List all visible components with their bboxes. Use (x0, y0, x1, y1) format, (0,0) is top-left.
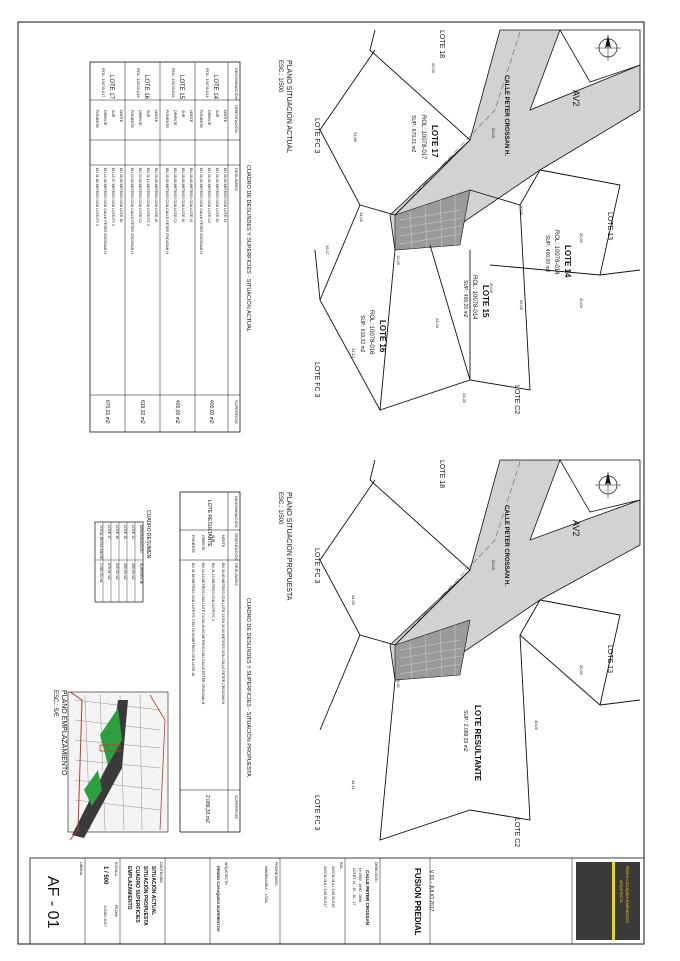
architect-stamp (576, 862, 640, 940)
resumen-cell: 619,32 m2 (115, 563, 119, 580)
dim-label: 9,00 (396, 680, 401, 688)
dim-label: 20,00 (491, 560, 496, 571)
row-deslinde: EN 44,11 METROS CON LOTE C2 EN 40,00 METROS CON CALLE PETER CROSSAN H. (201, 563, 205, 706)
table-headers (234, 68, 239, 424)
dim-label: 44,00 (351, 595, 356, 606)
dim-label: 44,11 (351, 780, 356, 790)
lot14-name: LOTE 14 (563, 245, 572, 278)
row-name: LOTE 15 (178, 75, 184, 100)
row-surface: 670,01 m2 (104, 400, 110, 424)
sheet-label: LÁMINA (79, 862, 83, 876)
plan-actual-scale: ESC.: 1/500 (277, 60, 283, 93)
architect-text: PEDRO CAYUQUEO BARRIENTOS (216, 866, 221, 932)
table-header: DENOMINACIÓN (234, 496, 239, 528)
row-deslinde: EN 20,00 METROS CON LOTE 14 (189, 168, 193, 223)
lot15-sup: SUP.: 400,00 m2 (462, 280, 468, 318)
project-title: FUSION PREDIAL (413, 868, 422, 936)
row-deslinde: EN 20,00 METROS CON LOTE 15 (215, 168, 219, 223)
row-orient: SUR (146, 110, 150, 118)
table-header: SUPERFICIE (139, 563, 143, 585)
date-text: JUNIO 2017 (103, 905, 108, 928)
row-deslinde: EN 20,00 METROS CON CALLE PETER CROSSAN H. (165, 168, 169, 255)
date-label: FECHA (114, 905, 118, 917)
contents-line: CUADRO SUPERFICIES (134, 866, 140, 923)
contents-label: CONTENIDO (159, 862, 163, 883)
street-label: CALLE PETER CROSSAN H. (503, 75, 509, 157)
row-deslinde: EN 20,00 METROS CON LOTE 15 (154, 168, 158, 223)
address-line: CALLE PETER CROSSAN (365, 870, 370, 926)
title-block (30, 858, 644, 944)
address-label: DIRECCIÓN (374, 862, 378, 882)
owner-label: PROPIETARIO (274, 862, 278, 886)
dim-label: 26,00 (519, 300, 524, 311)
dim-label: 24,00 (462, 393, 467, 404)
dim-label: 20,00 (579, 298, 584, 309)
fc3-bottom-label: LOTE FC 3 (313, 795, 320, 831)
dim-label: 20,00 (579, 233, 584, 244)
row-orient: PONIENTE (95, 110, 99, 128)
fc3-top-label: LOTE FC 3 (313, 548, 320, 584)
table-headers (234, 496, 239, 819)
row-surface: 619,32 m2 (139, 400, 145, 424)
lot14-sup: SUP.: 400,00 m2 (544, 235, 550, 273)
rol-label: ROL (339, 862, 343, 870)
dim-label: 24,00 (435, 318, 440, 329)
row-orient: NORTE (223, 110, 227, 123)
dim-label: 20,00 (491, 128, 496, 139)
dim-label: 20,00 (489, 283, 494, 294)
table-resumen (95, 510, 151, 602)
scale-label: ESCALA (114, 862, 118, 876)
row-rol: ROL: 10078-016 (136, 68, 141, 98)
dim-label: 20,00 (519, 205, 524, 216)
lot16-rol: ROL: 10078-016 (368, 310, 374, 355)
emplazamiento-scale: ESC.: S/E (52, 690, 58, 718)
emplazamiento (52, 690, 168, 840)
lot-boundaries (320, 460, 640, 840)
architect-label: ARQUITECTO (224, 862, 228, 885)
lot-resultante-name: LOTE RESULTANTE (473, 705, 482, 782)
plan-actual (313, 30, 640, 414)
table-rows (191, 535, 225, 705)
resumen-rows (99, 525, 144, 585)
row-rol: ROL: 10078-017 (101, 68, 106, 98)
row-name: LOTE 17 (108, 75, 114, 100)
row-name: LOTE 16 (143, 75, 149, 100)
sheet-number: AF - 01 (44, 876, 61, 929)
table-grid (90, 62, 240, 432)
title-block-frame (30, 858, 644, 944)
c2-label: LOTE C2 (513, 385, 520, 415)
table-actual-title: CUADRO DE DESLINDES Y SUPERFICIES - SITUACIÓN ACTUAL (245, 165, 251, 332)
row-deslinde: EN 20,00 METROS CON LOTE C2 (173, 168, 177, 223)
row-deslinde: EN 20,00 METROS CON CALLE PETER CROSSAN H. (199, 168, 203, 255)
row-orient: NORTE (119, 110, 123, 123)
row-surface: 2.089,33 m2 (204, 795, 210, 823)
emplazamiento-title: PLANO EMPLAZAMIENTO (60, 690, 67, 776)
table-header: SUPERFICIE (234, 795, 239, 820)
row-deslinde: EN 31,86 METROS CON LOTE FC 3 EN 20,00 METROS CON LOTE 18 (191, 563, 195, 677)
plan-propuesta-scale: ESC.: 1/500 (277, 492, 283, 525)
resumen-cell: 400,00 m2 (131, 563, 135, 580)
row-deslinde: EN 20,00 METROS CON LOTE 16 (181, 168, 185, 223)
table-frame (90, 62, 240, 432)
plan-propuesta (313, 460, 640, 847)
contents-line: EMPLAZAMIENTO (126, 866, 132, 910)
plan-propuesta-title: PLANO SITUACIÓN PROPUESTA (285, 492, 292, 601)
table-header: DESLINDES (234, 563, 239, 586)
av2-label: AV2 (571, 520, 581, 537)
row-deslinde: EN 12,00 METROS CON CALLE PETER CROSSAN H. (103, 168, 107, 255)
lot14-rol: ROL: 10078-014 (553, 230, 559, 275)
resumen-cell: 670,01 m2 (107, 563, 111, 580)
dim-label: 31,12 (351, 348, 356, 359)
resumen-title: CUADRO RESUMEN (145, 510, 151, 559)
street-label: CALLE PETER CROSSAN H. (503, 505, 509, 587)
rol-line: 10078-016 / 10078-017 (323, 866, 328, 908)
stamp-line: PEDRO CAYUQUEO BARRIENTOS (625, 866, 629, 923)
row-orient: PONIENTE (165, 110, 169, 128)
version-text: V 01 - JULIO 2017 (428, 870, 434, 912)
row-orient: ORIENTE (138, 110, 142, 126)
table-header: ORIENTACIÓN (234, 533, 239, 561)
row-deslinde: EN 20,00 METROS CON LOTE 13 (223, 168, 227, 223)
lot15-name: LOTE 15 (481, 285, 490, 318)
row-orient: SUR (211, 535, 215, 543)
row-deslinde: EN 20,00 METROS CON LOTE 18 (119, 168, 123, 223)
lot16-sup: SUP.: 619,32 m2 (359, 315, 365, 353)
lot15-rol: ROL: 10078-014 (471, 275, 477, 320)
plan-actual-title: PLANO SITUACIÓN ACTUAL (285, 60, 292, 153)
row-deslinde: EN 19,37 METROS CON LOTE FC 3 (111, 168, 115, 226)
row-orient: ORIENTE (201, 535, 205, 551)
row-deslinde: EN 24,00 METROS CON LOTE C2 (138, 168, 142, 223)
table-rows (95, 68, 227, 424)
table-header: DESLINDES (234, 168, 239, 191)
lote13-label: LOTE 13 (606, 212, 613, 241)
row-surface: 400,00 m2 (208, 400, 214, 424)
row-deslinde: EN 31,86 METROS CON LOTE FC 3 (95, 168, 99, 226)
lote13-label: LOTE 13 (606, 645, 613, 674)
lot17-rol: ROL: 10078-017 (420, 115, 426, 160)
c2-label: LOTE C2 (513, 818, 520, 848)
table-actual (90, 60, 294, 432)
table-header: ORIENTACIÓN (234, 105, 239, 133)
row-deslinde: EN 14,00 METROS CON CALLE PETER CROSSAN H. (130, 168, 134, 255)
table-propuesta (180, 492, 294, 832)
row-orient: ORIENTE (207, 110, 211, 126)
row-rol: ROL: 10078-015 (171, 68, 176, 98)
av2-label: AV2 (571, 90, 581, 107)
resumen-cell: LOTE 16 (115, 525, 119, 540)
row-orient: PONIENTE (199, 110, 203, 128)
lote18-label: LOTE 18 (438, 30, 445, 59)
row-orient: SUR (215, 110, 219, 118)
stamp-line: ARQUITECTO (619, 880, 623, 903)
dim-label: 19,37 (325, 245, 330, 256)
resumen-cell: 2.089,33 m2 (99, 563, 103, 583)
resumen-cell: 400,00 m2 (123, 563, 127, 580)
row-deslinde: EN 31,12 METROS CON LOTE FC 3 (211, 563, 215, 621)
row-orient: ORIENTE (173, 110, 177, 126)
row-orient: PONIENTE (130, 110, 134, 128)
table-header: DENOMINACIÓN (139, 525, 143, 553)
row-orient: NORTE (189, 110, 193, 123)
lot-resultante-sup: SUP.: 2.089,33 m2 (462, 710, 468, 752)
row-deslinde: EN 20,00 METROS CON LOTE C2 (207, 168, 211, 223)
dim-label: 31,86 (353, 132, 358, 143)
row-orient: PONIENTE (191, 535, 195, 553)
resumen-cell: LOTE 14 (131, 525, 135, 540)
row-orient: SUR (111, 110, 115, 118)
row-rol: ROL: 10078-014 (205, 68, 210, 98)
fc3-top-label: LOTE FC 3 (313, 118, 320, 154)
lot17-name: LOTE 17 (430, 125, 439, 158)
dim-label: 12,00 (396, 255, 401, 266)
lote18-label: LOTE 18 (438, 460, 445, 489)
stamp-stripe (612, 862, 615, 940)
resumen-cell: TOTAL RESULTANTE (99, 525, 103, 560)
row-orient: SUR (181, 110, 185, 118)
row-deslinde: EN 20,00 METROS CON LOTE 13 EN 20,00 METROS CON CALLE PETER CROSSAN H. (221, 563, 225, 705)
table-header: SUPERFICIE (234, 400, 239, 425)
owner-text: INMOBILIARIA ... LTDA. (264, 866, 268, 904)
row-name: LOTE RESULTANTE (206, 500, 212, 547)
fc3-bottom-label: LOTE FC 3 (313, 362, 320, 398)
scale-text: 1 / 500 (102, 866, 108, 885)
address-line: LOTES 14 - 15 - 16 - 17 (352, 868, 356, 906)
address-line: Nº 0980 - 0980 - 0868 (358, 868, 362, 903)
lot16-name: LOTE 16 (378, 320, 387, 353)
lot17-sup: SUP.: 670,01 m2 (410, 115, 416, 153)
row-orient: NORTE (221, 535, 225, 548)
resumen-cell: LOTE 17 (107, 525, 111, 540)
dim-label: 14,00 (359, 212, 364, 223)
row-orient: NORTE (154, 110, 158, 123)
contents-line: SITUACIÓN PROPUESTA (142, 866, 148, 926)
row-surface: 400,00 m2 (174, 400, 180, 424)
contents-line: SITUACIÓN ACTUAL (150, 866, 156, 916)
rol-line: 10078-014 / 10078-015 (331, 866, 336, 908)
dim-label: 40,00 (534, 720, 539, 731)
table-propuesta-title: CUADRO DE DESLINDES Y SUPERFICIES - SITUACIÓN PROPUESTA (245, 598, 251, 777)
row-name: LOTE 14 (212, 75, 218, 100)
dim-label: 20,00 (579, 665, 584, 676)
dim-label: 20,00 (431, 63, 436, 74)
row-orient: ORIENTE (103, 110, 107, 126)
row-deslinde: EN 31,12 METROS CON LOTE FC 3 (146, 168, 150, 226)
table-header: DENOMINACIÓN (234, 68, 239, 100)
resumen-cell: LOTE 15 (123, 525, 127, 540)
